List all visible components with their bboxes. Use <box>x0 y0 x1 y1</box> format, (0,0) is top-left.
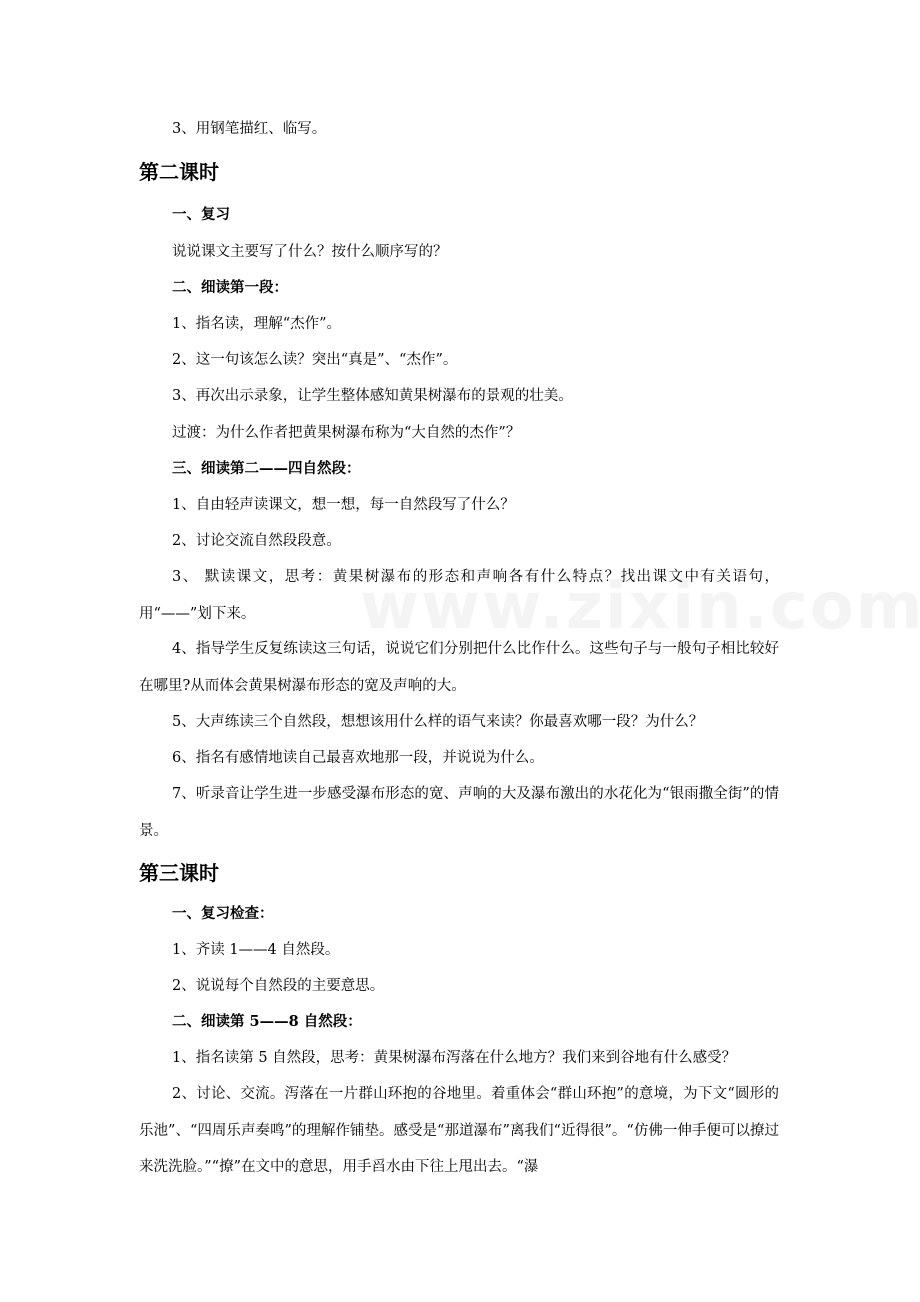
review-heading: 一、复习 <box>172 206 230 223</box>
section-1-item-2: 2、这一句该怎么读？突出“真是”、“杰作”。 <box>172 352 458 368</box>
step-3-line: 3、用钢笔描红、临写。 <box>172 121 327 137</box>
section-5-8-item-1: 1、指名读第 5 自然段，思考：黄果树瀑布泻落在什么地方？我们来到谷地有什么感受？ <box>172 1050 737 1066</box>
check-heading: 一、复习检查： <box>172 905 274 922</box>
section-1-heading: 二、细读第一段： <box>172 279 288 296</box>
section-1-item-1: 1、指名读，理解“杰作”。 <box>172 316 342 332</box>
check-item-1: 1、齐读 1——4 自然段。 <box>172 942 340 958</box>
section-2-4-item-3: 3、 默读课文，思考：黄果树瀑布的形态和声响各有什么特点？找出课文中有关语句，用“——”划下来。 <box>139 569 779 622</box>
section-2-4-item-1: 1、自由轻声读课文，想一想，每一自然段写了什么？ <box>172 497 515 513</box>
lesson-2-heading: 第二课时 <box>139 160 219 184</box>
lesson-3-heading: 第三课时 <box>139 861 219 885</box>
transition-line: 过渡：为什么作者把黄果树瀑布称为“大自然的杰作”？ <box>172 425 521 441</box>
section-2-4-item-4: 4、指导学生反复练读这三句话，说说它们分别把什么比作什么。这些句子与一般句子相比较好在哪里?从而体会黄果树瀑布形态的宽及声响的大。 <box>139 641 779 694</box>
section-2-4-heading: 三、细读第二——四自然段： <box>172 460 361 477</box>
section-2-4-item-5: 5、大声练读三个自然段，想想该用什么样的语气来读？你最喜欢哪一段？为什么？ <box>172 714 704 730</box>
section-2-4-item-2: 2、讨论交流自然段段意。 <box>172 533 341 549</box>
check-item-2: 2、说说每个自然段的主要意思。 <box>172 978 385 994</box>
section-2-4-item-7: 7、听录音让学生进一步感受瀑布形态的宽、声响的大及瀑布激出的水花化为“银雨撒全街”的情景。 <box>139 786 779 839</box>
section-1-item-3: 3、再次出示录象，让学生整体感知黄果树瀑布的景观的壮美。 <box>172 388 573 404</box>
review-question: 说说课文主要写了什么？按什么顺序写的？ <box>172 244 448 260</box>
section-5-8-heading: 二、细读第 5——8 自然段： <box>172 1013 362 1030</box>
section-5-8-item-2: 2、讨论、交流。泻落在一片群山环抱的谷地里。着重体会“群山环抱”的意境，为下文“圆形的乐池”、“四周乐声奏鸣”的理解作铺垫。感受是“那道瀑布”离我们“近得很”。“仿佛一伸手便可以撩过来洗洗脸。”“撩”在文中的意思，用手舀水由下往上甩出去。“瀑 <box>139 1086 779 1175</box>
section-2-4-item-6: 6、指名有感情地读自己最喜欢地那一段，并说说为什么。 <box>172 750 544 766</box>
